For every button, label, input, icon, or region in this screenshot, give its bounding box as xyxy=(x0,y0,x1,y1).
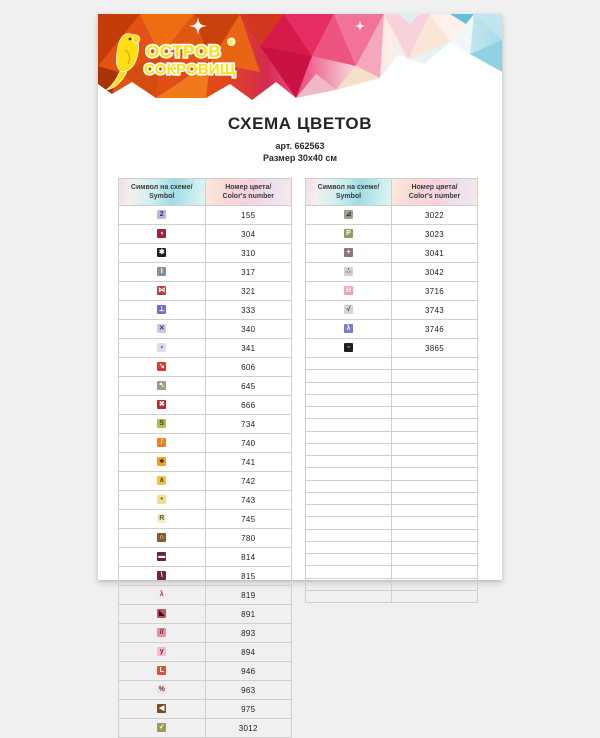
table-row xyxy=(306,301,478,320)
color-number-cell: 310 xyxy=(205,244,292,263)
color-number-cell xyxy=(392,505,478,517)
symbol-cell xyxy=(306,456,392,468)
table-row xyxy=(119,491,292,510)
number-column-label-ru: Номер цвета/ xyxy=(411,183,458,191)
symbol-cell xyxy=(306,382,392,394)
symbol-cell xyxy=(306,443,392,455)
color-number-cell: 893 xyxy=(205,624,292,643)
color-number-cell xyxy=(392,480,478,492)
symbol-swatch: P xyxy=(344,229,353,238)
symbol-cell xyxy=(119,662,206,681)
color-number-cell: 155 xyxy=(205,206,292,225)
table-row xyxy=(119,700,292,719)
color-number-cell: 3865 xyxy=(392,339,478,358)
color-number-cell xyxy=(392,554,478,566)
symbol-swatch: λ xyxy=(157,590,166,599)
symbol-swatch: λ xyxy=(344,324,353,333)
table-row xyxy=(306,206,478,225)
table-header-row xyxy=(306,179,478,206)
symbol-column-header xyxy=(306,179,392,206)
symbol-cell xyxy=(119,225,206,244)
symbol-column-label-en: Symbol xyxy=(149,193,175,200)
table-row xyxy=(119,225,292,244)
symbol-cell xyxy=(306,206,392,225)
symbol-swatch: ◖ xyxy=(157,229,166,238)
document-page xyxy=(98,14,502,733)
color-number-cell xyxy=(392,468,478,480)
symbol-swatch: ✱ xyxy=(158,249,165,257)
symbol-swatch: ↘ xyxy=(158,363,165,371)
symbol-swatch: ♣ xyxy=(157,457,166,466)
symbol-cell xyxy=(306,468,392,480)
table-row xyxy=(119,301,292,320)
symbol-swatch: S xyxy=(157,419,166,428)
table-row xyxy=(306,282,478,301)
color-number-cell: 321 xyxy=(205,282,292,301)
color-table-left xyxy=(118,178,292,738)
color-number-cell: 734 xyxy=(205,415,292,434)
table-row xyxy=(119,586,292,605)
symbol-cell xyxy=(306,554,392,566)
color-number-cell: 3023 xyxy=(392,225,478,244)
color-number-cell: 3042 xyxy=(392,263,478,282)
color-number-cell xyxy=(392,541,478,553)
table-row xyxy=(306,456,478,468)
table-row xyxy=(119,263,292,282)
page-title: СХЕМА ЦВЕТОВ xyxy=(227,114,373,133)
color-number-cell xyxy=(392,370,478,382)
symbol-swatch: / xyxy=(157,438,166,447)
symbol-cell xyxy=(306,282,392,301)
color-number-cell: 666 xyxy=(205,396,292,415)
table-row xyxy=(119,605,292,624)
registered-trademark-icon: ® xyxy=(228,37,235,47)
table-row xyxy=(119,548,292,567)
table-row xyxy=(119,510,292,529)
table-row xyxy=(119,282,292,301)
color-number-cell: 963 xyxy=(205,681,292,700)
color-number-cell: 317 xyxy=(205,263,292,282)
symbol-swatch: // xyxy=(157,628,166,637)
color-number-cell: 745 xyxy=(205,510,292,529)
table-row xyxy=(119,206,292,225)
parrot-icon xyxy=(108,34,139,89)
symbol-cell xyxy=(119,339,206,358)
symbol-column-header xyxy=(119,179,206,206)
symbol-swatch: ⊿ xyxy=(345,211,352,219)
symbol-cell xyxy=(306,407,392,419)
symbol-swatch: 2 xyxy=(157,210,166,219)
symbol-swatch: ◖ xyxy=(157,343,166,352)
number-column-label-en: Color's number xyxy=(222,193,274,200)
color-number-cell: 333 xyxy=(205,301,292,320)
color-number-cell: 3012 xyxy=(205,719,292,738)
symbol-cell xyxy=(306,370,392,382)
color-number-cell: 3041 xyxy=(392,244,478,263)
table-row xyxy=(306,431,478,443)
symbol-swatch: ∴ xyxy=(344,267,353,276)
color-number-cell: 3743 xyxy=(392,301,478,320)
table-row xyxy=(119,624,292,643)
symbol-cell xyxy=(306,578,392,590)
parrot-eye xyxy=(129,38,132,41)
color-number-cell: 304 xyxy=(205,225,292,244)
brand-banner xyxy=(98,14,502,110)
symbol-swatch: L xyxy=(157,666,166,675)
symbol-cell xyxy=(119,567,206,586)
symbol-cell xyxy=(119,434,206,453)
symbol-swatch: ✓ xyxy=(158,724,165,732)
table-row xyxy=(306,554,478,566)
table-row xyxy=(306,263,478,282)
size-label: Размер 30х40 см xyxy=(262,153,338,163)
symbol-cell xyxy=(306,320,392,339)
table-row xyxy=(119,358,292,377)
symbol-cell xyxy=(119,244,206,263)
symbol-cell xyxy=(119,700,206,719)
symbol-cell xyxy=(119,719,206,738)
table-row xyxy=(306,566,478,578)
color-number-cell: 341 xyxy=(205,339,292,358)
symbol-cell xyxy=(119,681,206,700)
color-number-cell: 743 xyxy=(205,491,292,510)
table-row xyxy=(306,339,478,358)
color-number-cell: 3716 xyxy=(392,282,478,301)
table-row xyxy=(119,415,292,434)
color-number-cell: 891 xyxy=(205,605,292,624)
table-row xyxy=(306,517,478,529)
symbol-cell xyxy=(119,396,206,415)
table-row xyxy=(119,662,292,681)
table-row xyxy=(306,419,478,431)
symbol-cell xyxy=(306,244,392,263)
table-row xyxy=(306,382,478,394)
table-row xyxy=(306,358,478,370)
table-row xyxy=(306,529,478,541)
table-row xyxy=(119,377,292,396)
symbol-cell xyxy=(306,225,392,244)
symbol-cell xyxy=(119,529,206,548)
symbol-swatch: ✖ xyxy=(158,401,165,409)
symbol-column-label-ru: Символ на схеме/ xyxy=(130,183,193,191)
color-number-cell xyxy=(392,431,478,443)
symbol-cell xyxy=(119,415,206,434)
table-row xyxy=(306,480,478,492)
color-number-cell xyxy=(392,443,478,455)
symbol-column-label-ru: Символ на схеме/ xyxy=(317,183,380,191)
color-number-cell: 975 xyxy=(205,700,292,719)
color-number-cell xyxy=(392,394,478,406)
table-row xyxy=(306,468,478,480)
symbol-cell xyxy=(119,282,206,301)
color-number-cell xyxy=(392,358,478,370)
table-row xyxy=(119,681,292,700)
symbol-cell xyxy=(306,358,392,370)
number-column-header xyxy=(392,179,478,206)
color-number-cell xyxy=(392,566,478,578)
symbol-cell xyxy=(119,358,206,377)
symbol-cell xyxy=(306,419,392,431)
symbol-cell xyxy=(119,206,206,225)
color-number-cell xyxy=(392,456,478,468)
color-number-cell: 3746 xyxy=(392,320,478,339)
brand-name-line2: СОКРОВИЩ xyxy=(144,61,236,78)
color-number-cell xyxy=(392,382,478,394)
symbol-cell xyxy=(306,431,392,443)
symbol-swatch: ⋈ xyxy=(158,287,166,295)
color-number-cell xyxy=(392,590,478,602)
symbol-swatch: + xyxy=(344,248,353,257)
color-number-cell xyxy=(392,419,478,431)
color-number-cell: 814 xyxy=(205,548,292,567)
number-column-header xyxy=(205,179,292,206)
symbol-swatch: √ xyxy=(344,305,353,314)
symbol-swatch: ∧ xyxy=(159,477,165,485)
symbol-cell xyxy=(306,590,392,602)
table-row xyxy=(119,719,292,738)
symbol-swatch: ◀ xyxy=(159,705,165,713)
symbol-cell xyxy=(119,491,206,510)
table-row xyxy=(306,578,478,590)
symbol-cell xyxy=(306,529,392,541)
brand-name-line1: ОСТРОВ xyxy=(146,42,222,61)
symbol-cell xyxy=(119,586,206,605)
table-row xyxy=(306,590,478,602)
color-number-cell: 780 xyxy=(205,529,292,548)
table-row xyxy=(306,505,478,517)
table-row xyxy=(119,643,292,662)
symbol-cell xyxy=(119,605,206,624)
color-number-cell: 606 xyxy=(205,358,292,377)
symbol-cell xyxy=(306,339,392,358)
symbol-cell xyxy=(306,517,392,529)
symbol-swatch: H xyxy=(345,287,352,295)
table-header-row xyxy=(119,179,292,206)
symbol-swatch: ∩ xyxy=(159,534,165,542)
color-number-cell: 3022 xyxy=(392,206,478,225)
symbol-swatch: ▬ xyxy=(158,553,166,561)
table-row xyxy=(119,396,292,415)
symbol-cell xyxy=(119,510,206,529)
table-row xyxy=(306,407,478,419)
color-number-cell: 946 xyxy=(205,662,292,681)
table-row xyxy=(306,492,478,504)
color-number-cell: 741 xyxy=(205,453,292,472)
color-number-cell: 645 xyxy=(205,377,292,396)
symbol-cell xyxy=(119,548,206,567)
symbol-cell xyxy=(119,377,206,396)
symbol-swatch: • xyxy=(157,495,166,504)
symbol-swatch: ✕ xyxy=(158,325,165,333)
table-row xyxy=(119,244,292,263)
table-row xyxy=(306,244,478,263)
brand-logo xyxy=(106,26,266,96)
color-number-cell: 340 xyxy=(205,320,292,339)
symbol-cell xyxy=(306,301,392,320)
symbol-cell xyxy=(306,541,392,553)
symbol-swatch: \ xyxy=(157,571,166,580)
symbol-cell xyxy=(306,480,392,492)
table-row xyxy=(119,567,292,586)
symbol-cell xyxy=(119,453,206,472)
symbol-cell xyxy=(119,472,206,491)
table-row xyxy=(306,370,478,382)
table-row xyxy=(306,225,478,244)
symbol-cell xyxy=(306,394,392,406)
symbol-swatch: ⊥ xyxy=(158,306,165,314)
symbol-swatch: R xyxy=(159,515,165,523)
color-number-cell: 819 xyxy=(205,586,292,605)
table-row xyxy=(119,339,292,358)
table-row xyxy=(119,472,292,491)
table-row xyxy=(306,443,478,455)
table-row xyxy=(119,320,292,339)
color-number-cell xyxy=(392,529,478,541)
table-row xyxy=(119,529,292,548)
color-number-cell xyxy=(392,578,478,590)
symbol-cell xyxy=(119,301,206,320)
symbol-swatch: ◣ xyxy=(159,610,165,618)
color-number-cell xyxy=(392,407,478,419)
article-number: арт. 662563 xyxy=(275,141,325,151)
color-number-cell xyxy=(392,492,478,504)
color-number-cell: 740 xyxy=(205,434,292,453)
number-column-label-en: Color's number xyxy=(408,193,461,200)
symbol-cell xyxy=(119,320,206,339)
symbol-swatch: % xyxy=(158,686,165,694)
symbol-swatch: ↖ xyxy=(158,382,165,390)
symbol-swatch: y xyxy=(157,647,166,656)
symbol-cell xyxy=(306,566,392,578)
color-table-right xyxy=(305,178,478,603)
table-row xyxy=(119,453,292,472)
symbol-cell xyxy=(306,505,392,517)
table-row xyxy=(306,394,478,406)
symbol-cell xyxy=(306,492,392,504)
color-number-cell xyxy=(392,517,478,529)
symbol-cell xyxy=(119,624,206,643)
symbol-cell xyxy=(119,263,206,282)
symbol-cell xyxy=(119,643,206,662)
symbol-cell xyxy=(306,263,392,282)
color-number-cell: 815 xyxy=(205,567,292,586)
table-row xyxy=(306,320,478,339)
symbol-swatch: ▫ xyxy=(344,343,353,352)
table-row xyxy=(119,434,292,453)
table-row xyxy=(306,541,478,553)
number-column-label-ru: Номер цвета/ xyxy=(225,183,272,191)
symbol-column-label-en: Symbol xyxy=(335,193,362,200)
color-number-cell: 894 xyxy=(205,643,292,662)
color-number-cell: 742 xyxy=(205,472,292,491)
symbol-swatch: I xyxy=(157,267,166,276)
